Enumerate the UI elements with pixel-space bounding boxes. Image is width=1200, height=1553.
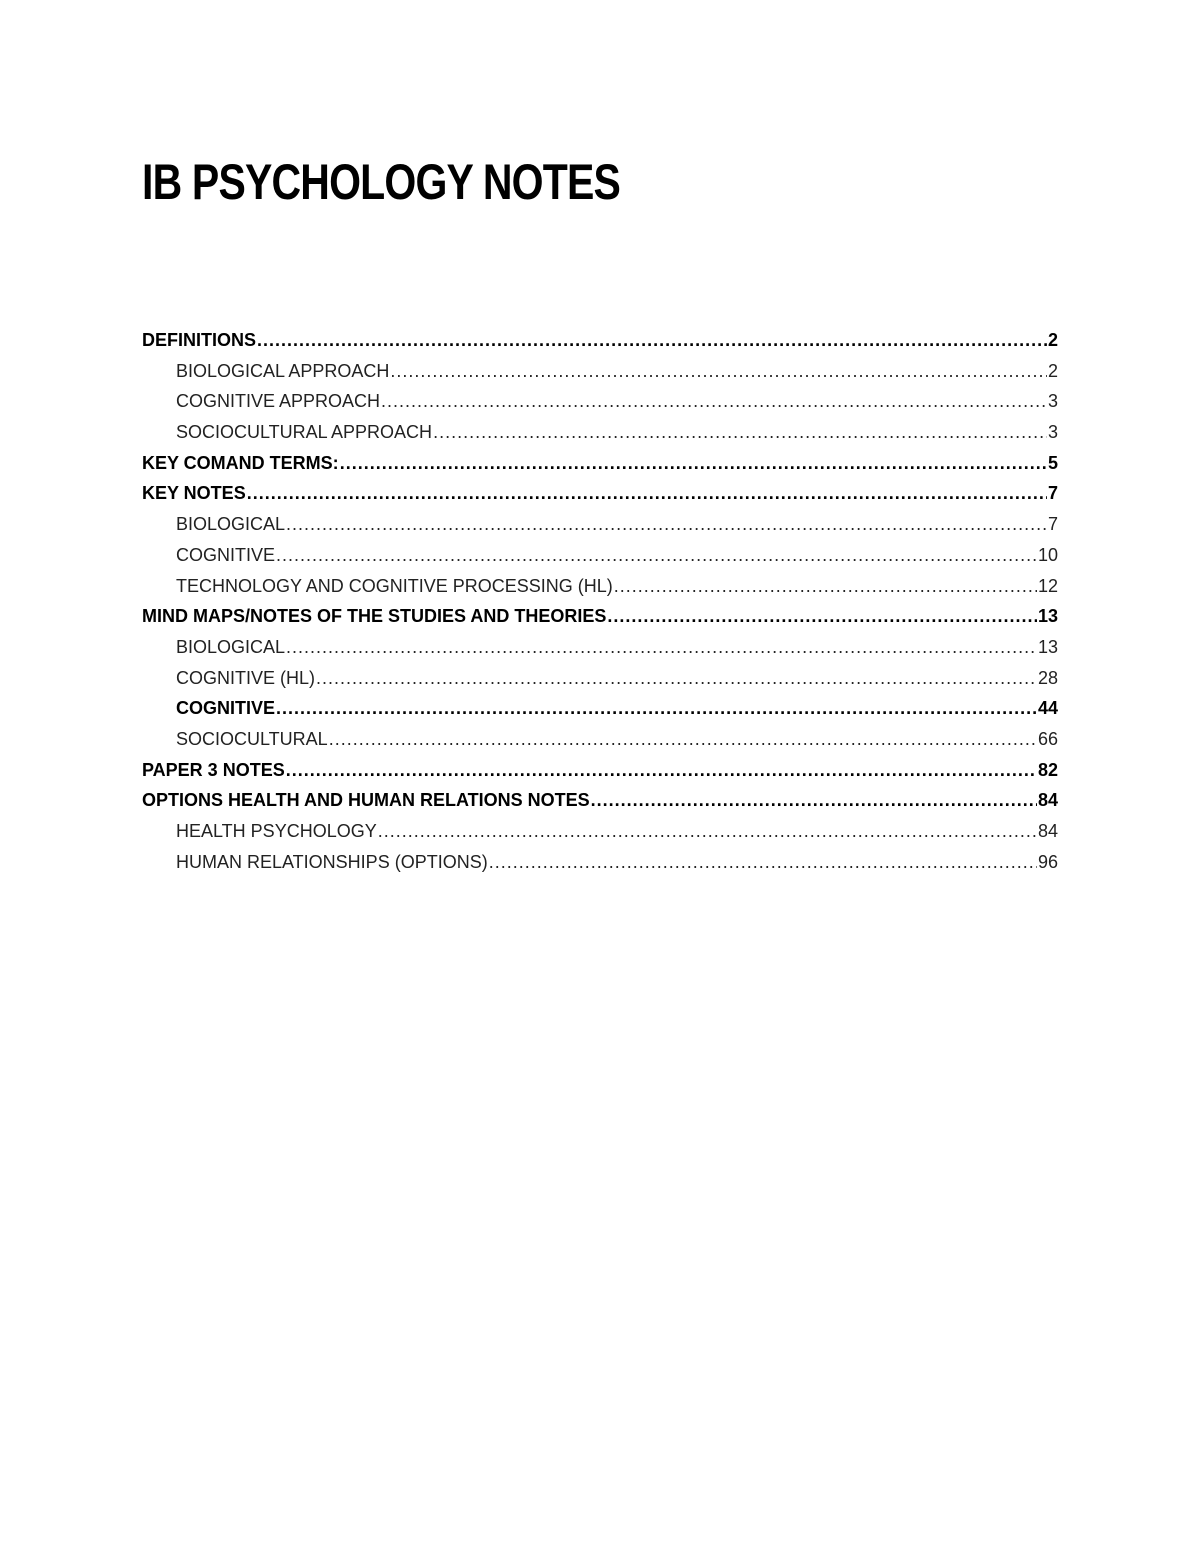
toc-entry-label: COGNITIVE (176, 544, 276, 565)
toc-entry-key-notes[interactable] (142, 478, 1058, 509)
toc-dot-leader (286, 755, 1037, 786)
toc-link[interactable] (142, 632, 1058, 663)
toc-page-number: 96 (1037, 851, 1058, 872)
toc-link[interactable] (142, 478, 1058, 509)
toc-dot-leader (614, 571, 1037, 602)
toc-link[interactable] (142, 386, 1058, 417)
toc-page-number: 5 (1047, 452, 1058, 473)
toc-link[interactable] (142, 601, 1058, 632)
toc-link[interactable] (142, 448, 1058, 479)
toc-entry-mind-maps[interactable] (142, 601, 1058, 632)
toc-dot-leader (276, 693, 1037, 724)
toc-link[interactable] (142, 540, 1058, 571)
toc-dot-leader (433, 417, 1047, 448)
toc-entry-label: PAPER 3 NOTES (142, 759, 285, 780)
toc-entry-label: MIND MAPS/NOTES OF THE STUDIES AND THEORIES (142, 606, 607, 627)
toc-entry-label: COGNITIVE (HL) (176, 667, 316, 688)
toc-entry-label: KEY COMAND TERMS: (142, 452, 339, 473)
toc-dot-leader (247, 478, 1047, 509)
toc-dot-leader (591, 785, 1037, 816)
toc-entry-mind-maps-biological[interactable] (142, 632, 1058, 663)
toc-page-number: 44 (1037, 698, 1058, 719)
toc-entry-sociocultural-approach[interactable] (142, 417, 1058, 448)
toc-link[interactable] (142, 356, 1058, 387)
toc-dot-leader (286, 509, 1047, 540)
toc-page-number: 3 (1047, 422, 1058, 443)
toc-entry-technology-cognitive-processing[interactable] (142, 571, 1058, 602)
toc-link[interactable] (142, 724, 1058, 755)
toc-link[interactable] (142, 325, 1058, 356)
table-of-contents (142, 325, 1058, 877)
toc-entry-mind-maps-sociocultural[interactable] (142, 724, 1058, 755)
toc-entry-label: SOCIOCULTURAL APPROACH (176, 422, 433, 443)
toc-page-number: 7 (1047, 514, 1058, 535)
toc-dot-leader (276, 540, 1037, 571)
toc-entry-health-psychology[interactable] (142, 816, 1058, 847)
toc-entry-cognitive-approach[interactable] (142, 386, 1058, 417)
toc-page-number: 66 (1037, 728, 1058, 749)
toc-entry-biological-approach[interactable] (142, 356, 1058, 387)
toc-entry-options-notes[interactable] (142, 785, 1058, 816)
toc-entry-human-relationships[interactable] (142, 847, 1058, 878)
toc-page-number: 82 (1037, 759, 1058, 780)
toc-entry-label: COGNITIVE APPROACH (176, 391, 381, 412)
toc-page-number: 13 (1037, 606, 1058, 627)
toc-link[interactable] (142, 509, 1058, 540)
toc-entry-label: SOCIOCULTURAL (176, 728, 328, 749)
toc-page-number: 7 (1047, 483, 1058, 504)
toc-dot-leader (607, 601, 1037, 632)
toc-entry-label: TECHNOLOGY AND COGNITIVE PROCESSING (HL) (176, 575, 613, 596)
toc-entry-definitions[interactable] (142, 325, 1058, 356)
toc-dot-leader (340, 448, 1047, 479)
toc-entry-mind-maps-cognitive[interactable] (142, 693, 1058, 724)
document-title: IB PSYCHOLOGY NOTES (142, 154, 621, 210)
toc-dot-leader (257, 325, 1047, 356)
toc-entry-label: OPTIONS HEALTH AND HUMAN RELATIONS NOTES (142, 790, 590, 811)
toc-dot-leader (329, 724, 1037, 755)
toc-page-number: 10 (1037, 544, 1058, 565)
toc-entry-label: DEFINITIONS (142, 330, 257, 350)
toc-page-number: 28 (1037, 667, 1058, 688)
toc-link[interactable] (142, 785, 1058, 816)
toc-link[interactable] (142, 847, 1058, 878)
toc-link[interactable] (142, 816, 1058, 847)
toc-page-number: 2 (1047, 360, 1058, 381)
toc-dot-leader (286, 632, 1037, 663)
toc-link[interactable] (142, 663, 1058, 694)
toc-page-number: 3 (1047, 391, 1058, 412)
toc-entry-label: HUMAN RELATIONSHIPS (OPTIONS) (176, 851, 488, 872)
toc-page-number: 2 (1047, 330, 1058, 350)
toc-entry-paper-3-notes[interactable] (142, 755, 1058, 786)
toc-page-number: 84 (1037, 790, 1058, 811)
toc-entry-label: BIOLOGICAL (176, 636, 286, 657)
toc-link[interactable] (142, 571, 1058, 602)
toc-entry-label: KEY NOTES (142, 483, 246, 504)
toc-entry-label: BIOLOGICAL APPROACH (176, 360, 390, 381)
toc-entry-label: HEALTH PSYCHOLOGY (176, 821, 377, 841)
toc-link[interactable] (142, 755, 1058, 786)
toc-dot-leader (316, 663, 1037, 694)
toc-page-number: 84 (1037, 821, 1058, 841)
toc-entry-key-command-terms[interactable] (142, 448, 1058, 479)
toc-page-number: 12 (1037, 575, 1058, 596)
toc-entry-key-notes-biological[interactable] (142, 509, 1058, 540)
toc-entry-label: COGNITIVE (176, 698, 276, 719)
toc-page-number: 13 (1037, 636, 1058, 657)
toc-dot-leader (378, 816, 1037, 847)
toc-dot-leader (381, 386, 1047, 417)
toc-entry-key-notes-cognitive[interactable] (142, 540, 1058, 571)
toc-link[interactable] (142, 417, 1058, 448)
toc-dot-leader (390, 356, 1047, 387)
toc-dot-leader (489, 847, 1037, 878)
toc-entry-label: BIOLOGICAL (176, 514, 286, 535)
toc-entry-mind-maps-cognitive-hl[interactable] (142, 663, 1058, 694)
toc-link[interactable] (142, 693, 1058, 724)
